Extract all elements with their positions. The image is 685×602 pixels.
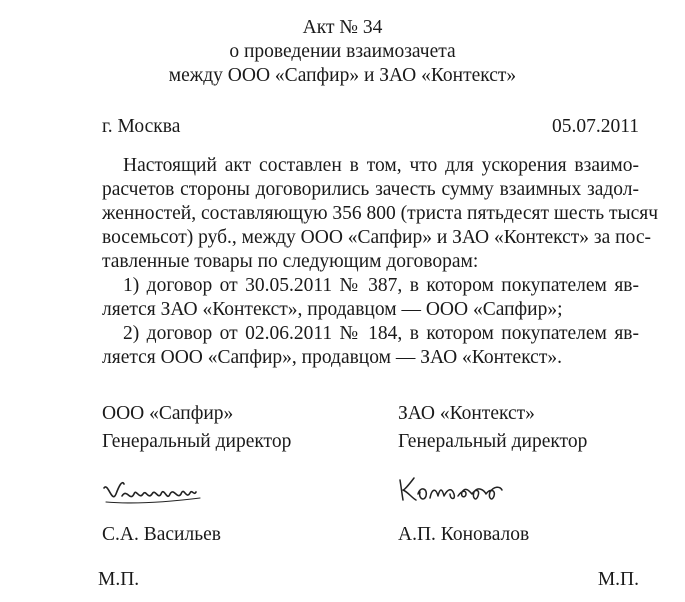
right-signatory-name: А.П. Коновалов: [398, 524, 530, 545]
right-signature: [396, 472, 506, 508]
left-organization: ООО «Сапфир»: [102, 403, 234, 424]
act-subtitle: о проведении взаимозачета: [229, 41, 456, 62]
left-signatory-name: С.А. Васильев: [102, 524, 221, 545]
left-position: Генеральный директор: [102, 431, 292, 452]
body-line: расчетов стороны договорились зачесть сумму взаимных задол-: [102, 179, 639, 200]
act-title: Акт № 34: [302, 17, 383, 38]
body-line: женностей, составляющую 356 800 (триста пятьдесят шесть тысяч: [102, 203, 659, 224]
body-line: ляется ООО «Сапфир», продавцом — ЗАО «Контекст».: [102, 347, 562, 368]
right-seal-mark: М.П.: [597, 569, 639, 590]
contract-item-2: 2) договор от 02.06.2011 № 184, в котором покупателем яв-: [123, 323, 639, 344]
act-parties: между ООО «Сапфир» и ЗАО «Контекст»: [168, 65, 517, 86]
right-position: Генеральный директор: [398, 431, 588, 452]
left-seal-mark: М.П.: [98, 569, 140, 590]
left-signature: [100, 474, 210, 510]
place-of-signing: г. Москва: [102, 116, 181, 137]
body-line: тавленные товары по следующим договорам:: [102, 251, 479, 272]
body-line: восемьсот) руб., между ООО «Сапфир» и ЗАО «Контекст» за пос-: [102, 227, 651, 248]
right-organization: ЗАО «Контекст»: [398, 403, 535, 424]
contract-item-1: 1) договор от 30.05.2011 № 387, в котором покупателем яв-: [123, 275, 639, 296]
body-line: Настоящий акт составлен в том, что для ускорения взаимо-: [123, 155, 639, 176]
body-line: ляется ЗАО «Контекст», продавцом — ООО «Сапфир»;: [102, 299, 563, 320]
document-date: 05.07.2011: [551, 116, 639, 137]
